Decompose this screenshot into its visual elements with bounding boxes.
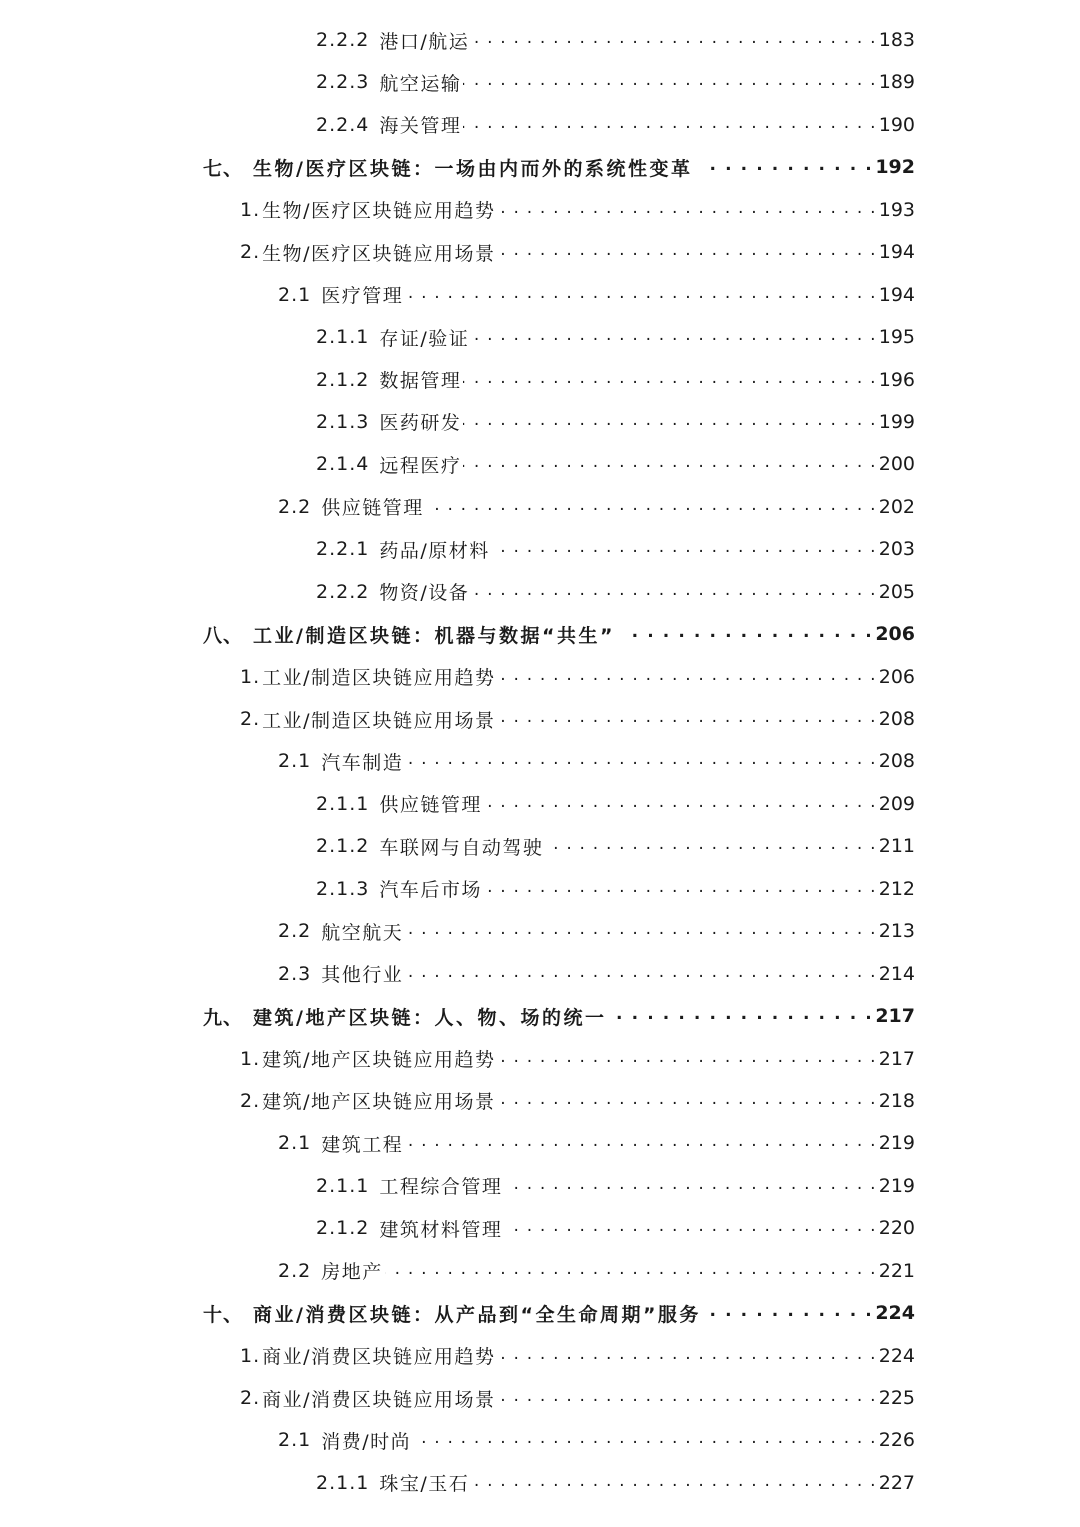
toc-page-number: 211	[878, 835, 915, 858]
toc-entry-number: 2.2	[278, 1259, 312, 1282]
toc-section-link[interactable]	[316, 316, 915, 358]
dot-leader	[498, 667, 877, 687]
toc-entry-title: 工程综合管理	[379, 1176, 503, 1199]
toc-entry-number: 1.	[240, 1047, 261, 1070]
toc-entry-title: 建筑/地产区块链应用场景	[262, 1091, 496, 1114]
toc-row	[0, 1250, 1080, 1292]
toc-entry-number: 1.	[240, 1344, 261, 1367]
toc-entry-number: 2.2.2	[316, 580, 370, 603]
toc-page-number: 217	[878, 1047, 915, 1070]
toc-section-link[interactable]	[278, 486, 915, 528]
toc-chapter-link[interactable]	[203, 1292, 915, 1334]
dot-leader	[463, 454, 876, 474]
toc-entry-title: 海关管理	[379, 115, 462, 138]
toc-row	[0, 1207, 1080, 1249]
toc-entry-title: 建筑/地产区块链应用趋势	[262, 1049, 496, 1071]
toc-entry-number: 2.1.4	[316, 453, 370, 476]
toc-row	[0, 104, 1080, 146]
toc-entry-title: 工业/制造区块链应用趋势	[262, 667, 496, 690]
toc-chapter-link[interactable]	[203, 995, 915, 1037]
toc-entry-number: 2.2	[278, 920, 312, 943]
toc-section-link[interactable]	[316, 443, 915, 485]
toc-row	[0, 825, 1080, 867]
toc-entry-title: 医药研发	[379, 412, 462, 435]
dot-leader	[498, 709, 877, 729]
toc-section-link[interactable]	[316, 783, 915, 825]
toc-row	[0, 316, 1080, 358]
dot-leader	[616, 1006, 873, 1026]
toc-page-number: 213	[878, 920, 915, 943]
toc-page-number: 217	[875, 1005, 915, 1028]
toc-section-link[interactable]	[240, 1335, 915, 1377]
toc-page-number: 206	[878, 665, 915, 688]
dot-leader	[405, 921, 877, 941]
toc-entry-number: 2.1.2	[316, 1217, 370, 1240]
toc-section-link[interactable]	[316, 1462, 915, 1504]
toc-page-number: 195	[878, 326, 915, 349]
dot-leader	[498, 1346, 877, 1366]
toc-page-number: 224	[878, 1344, 915, 1367]
toc-entry-title: 存证/验证	[379, 327, 470, 350]
dot-leader	[463, 412, 876, 432]
toc-entry-title: 珠宝/玉石	[379, 1473, 470, 1496]
toc-entry-title: 商业/消费区块链应用场景	[262, 1388, 496, 1411]
toc-entry-title: 商业/消费区块链：从产品到“全生命周期”服务	[253, 1303, 701, 1326]
toc-entry-title: 房地产	[321, 1261, 383, 1284]
toc-row	[0, 740, 1080, 782]
toc-section-link[interactable]	[316, 825, 915, 867]
dot-leader	[471, 582, 876, 602]
dot-leader	[463, 370, 876, 390]
toc-page-number: 224	[875, 1302, 915, 1325]
toc-section-link[interactable]	[316, 528, 915, 570]
toc-entry-title: 生物/医疗区块链：一场由内而外的系统性变革	[253, 157, 693, 180]
toc-row	[0, 1377, 1080, 1419]
toc-row	[0, 656, 1080, 698]
toc-entry-title: 远程医疗	[379, 454, 462, 477]
toc-page-number: 219	[878, 1174, 915, 1197]
toc-page-number: 194	[878, 283, 915, 306]
toc-chapter-link[interactable]	[203, 613, 915, 655]
toc-entry-title: 航空航天	[321, 921, 404, 944]
toc-row	[0, 783, 1080, 825]
toc-page-number: 225	[878, 1387, 915, 1409]
dot-leader	[405, 964, 877, 984]
toc-page-number: 218	[878, 1089, 915, 1112]
toc-entry-number: 2.1.1	[316, 1471, 370, 1494]
toc-section-link[interactable]	[278, 910, 915, 952]
toc-row	[0, 19, 1080, 61]
toc-entry-title: 供应链管理	[379, 794, 482, 817]
dot-leader	[405, 751, 877, 771]
toc-row	[0, 189, 1080, 231]
dot-leader	[405, 285, 877, 305]
toc-page-number: 206	[875, 623, 915, 646]
toc-row	[0, 698, 1080, 740]
toc-row	[0, 995, 1080, 1037]
toc-row	[0, 231, 1080, 273]
toc-entry-number: 2.2.4	[316, 113, 370, 136]
toc-row	[0, 401, 1080, 443]
toc-page-number: 200	[878, 453, 915, 476]
toc-row	[0, 910, 1080, 952]
toc-section-link[interactable]	[240, 656, 915, 698]
toc-page-number: 220	[878, 1217, 915, 1240]
toc-entry-number: 2.	[240, 708, 261, 730]
toc-row	[0, 1419, 1080, 1461]
toc-entry-title: 港口/航运	[379, 30, 470, 53]
toc-entry-title: 工业/制造区块链应用场景	[262, 709, 496, 732]
toc-entry-number: 2.1	[278, 1429, 312, 1452]
toc-page-number: 183	[878, 29, 915, 51]
toc-section-link[interactable]	[316, 1165, 915, 1207]
dot-leader	[504, 1176, 876, 1196]
dot-leader	[471, 1473, 876, 1493]
toc-page-number: 193	[878, 198, 915, 221]
dot-leader	[504, 1218, 876, 1238]
toc-page-number: 202	[878, 495, 915, 518]
toc-page-number: 189	[878, 71, 915, 94]
dot-leader	[463, 115, 876, 135]
toc-section-link[interactable]	[316, 571, 915, 613]
toc-entry-title: 医疗管理	[321, 285, 404, 308]
toc-entry-title: 物资/设备	[379, 582, 470, 605]
toc-page-number: 212	[878, 877, 915, 900]
toc-page-number: 190	[878, 113, 915, 136]
toc-section-link[interactable]	[316, 359, 915, 401]
toc-entry-number: 七、	[203, 157, 244, 180]
toc-entry-title: 建筑/地产区块链：人、物、场的统一	[253, 1006, 607, 1029]
toc-row	[0, 61, 1080, 103]
toc-section-link[interactable]	[278, 740, 915, 782]
toc-page-number: 199	[878, 410, 915, 433]
toc-entry-title: 建筑工程	[321, 1133, 404, 1156]
toc-entry-number: 2.1.2	[316, 835, 370, 858]
toc-section-link[interactable]	[278, 274, 915, 316]
toc-entry-number: 2.3	[278, 962, 312, 985]
toc-entry-title: 生物/医疗区块链应用趋势	[262, 200, 496, 223]
dot-leader	[625, 624, 873, 644]
toc-page-number: 214	[878, 962, 915, 985]
toc-row	[0, 359, 1080, 401]
toc-entry-title: 数据管理	[379, 370, 462, 392]
toc-entry-title: 生物/医疗区块链应用场景	[262, 242, 496, 265]
dot-leader	[498, 200, 877, 220]
dot-leader	[498, 242, 877, 262]
toc-entry-number: 2.1.3	[316, 410, 370, 433]
toc-entry-number: 1.	[240, 665, 261, 688]
toc-entry-number: 2.2	[278, 495, 312, 518]
toc-section-link[interactable]	[316, 1207, 915, 1249]
toc-entry-number: 九、	[203, 1006, 244, 1029]
toc-page-number: 203	[878, 538, 915, 561]
toc-section-link[interactable]	[278, 1122, 915, 1164]
toc-page-number: 226	[878, 1429, 915, 1452]
toc-row	[0, 1165, 1080, 1207]
toc-entry-title: 商业/消费区块链应用趋势	[262, 1346, 496, 1369]
toc-entry-number: 十、	[203, 1303, 244, 1326]
toc-row	[0, 1462, 1080, 1504]
dot-leader	[413, 1430, 877, 1450]
toc-page-number: 196	[878, 368, 915, 391]
toc-entry-number: 八、	[203, 624, 244, 647]
dot-leader	[498, 1388, 877, 1408]
toc-entry-number: 2.1	[278, 1132, 312, 1155]
toc-entry-title: 工业/制造区块链：机器与数据“共生”	[253, 624, 615, 647]
toc-row	[0, 1335, 1080, 1377]
toc-row	[0, 1122, 1080, 1164]
dot-leader	[484, 879, 877, 899]
dot-leader	[498, 1049, 877, 1069]
toc-section-link[interactable]	[240, 231, 915, 273]
toc-row	[0, 486, 1080, 528]
toc-entry-number: 2.2.2	[316, 29, 370, 51]
dot-leader	[471, 327, 876, 347]
toc-row	[0, 868, 1080, 910]
toc-section-link[interactable]	[240, 189, 915, 231]
toc-row	[0, 528, 1080, 570]
toc-chapter-link[interactable]	[203, 146, 915, 188]
toc-row	[0, 953, 1080, 995]
toc-section-link[interactable]	[316, 868, 915, 910]
toc-row	[0, 1080, 1080, 1122]
toc-entry-title: 车联网与自动驾驶	[379, 836, 544, 859]
toc-entry-number: 2.1.1	[316, 1174, 370, 1197]
toc-entry-number: 2.1	[278, 283, 312, 306]
toc-section-link[interactable]	[278, 1419, 915, 1461]
dot-leader	[405, 1133, 877, 1153]
table-of-contents	[0, 19, 1080, 1504]
toc-entry-number: 2.1.1	[316, 792, 370, 815]
dot-leader	[484, 794, 877, 814]
toc-row	[0, 1292, 1080, 1334]
dot-leader	[498, 1091, 877, 1111]
toc-page-number: 208	[878, 750, 915, 773]
toc-row	[0, 146, 1080, 188]
toc-section-link[interactable]	[316, 61, 915, 103]
toc-entry-number: 2.1.1	[316, 326, 370, 349]
toc-row	[0, 571, 1080, 613]
dot-leader	[711, 1303, 873, 1323]
toc-section-link[interactable]	[278, 1250, 915, 1292]
toc-page-number: 209	[878, 792, 915, 815]
toc-entry-number: 2.1	[278, 750, 312, 773]
toc-section-link[interactable]	[240, 1377, 915, 1419]
toc-entry-title: 供应链管理	[321, 497, 424, 520]
toc-entry-number: 2.1.3	[316, 877, 370, 900]
toc-entry-number: 2.	[240, 241, 261, 264]
toc-page-number: 194	[878, 241, 915, 264]
toc-entry-title: 建筑材料管理	[379, 1218, 503, 1241]
toc-row	[0, 1038, 1080, 1080]
toc-section-link[interactable]	[240, 1038, 915, 1080]
toc-section-link[interactable]	[240, 698, 915, 740]
toc-entry-title: 药品/原材料	[379, 539, 490, 562]
toc-section-link[interactable]	[278, 953, 915, 995]
toc-entry-number: 2.2.1	[316, 538, 370, 561]
toc-entry-number: 2.2.3	[316, 71, 370, 94]
toc-page-number: 221	[878, 1259, 915, 1282]
toc-page-number: 208	[878, 708, 915, 730]
toc-page-number: 227	[878, 1471, 915, 1494]
dot-leader	[426, 497, 877, 517]
toc-section-link[interactable]	[316, 19, 915, 61]
toc-entry-title: 汽车制造	[321, 751, 404, 774]
toc-entry-title: 其他行业	[321, 964, 404, 987]
toc-section-link[interactable]	[240, 1080, 915, 1122]
toc-page-number: 205	[878, 580, 915, 603]
toc-entry-number: 1.	[240, 198, 261, 221]
toc-row	[0, 613, 1080, 655]
toc-entry-number: 2.1.2	[316, 368, 370, 391]
dot-leader	[463, 72, 876, 92]
toc-row	[0, 443, 1080, 485]
dot-leader	[471, 30, 876, 50]
toc-entry-number: 2.	[240, 1089, 261, 1112]
toc-section-link[interactable]	[316, 104, 915, 146]
toc-entry-title: 汽车后市场	[379, 879, 482, 902]
toc-row	[0, 274, 1080, 316]
toc-page-number: 219	[878, 1132, 915, 1155]
toc-page-number: 192	[875, 156, 915, 179]
toc-section-link[interactable]	[316, 401, 915, 443]
toc-entry-title: 消费/时尚	[321, 1430, 412, 1453]
dot-leader	[385, 1261, 877, 1281]
dot-leader	[492, 539, 877, 559]
toc-entry-number: 2.	[240, 1387, 261, 1409]
toc-entry-title: 航空运输	[379, 72, 462, 95]
dot-leader	[545, 836, 876, 856]
dot-leader	[702, 157, 873, 177]
